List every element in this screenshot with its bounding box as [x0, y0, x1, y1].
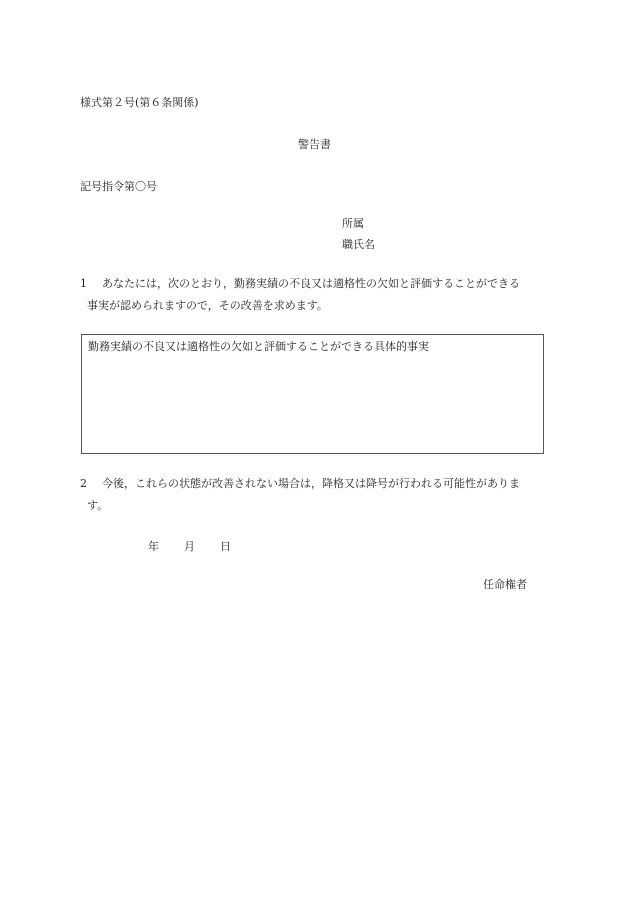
item-text-line1: 今後，これらの状態が改善されない場合は，降格又は降号が行われる可能性がありま [102, 477, 520, 490]
date-month: 月 [184, 540, 195, 553]
item-text-line1: あなたには，次のとおり，勤務実績の不良又は適格性の欠如と評価することができる [102, 277, 520, 290]
reference-number: 記号指令第〇号 [80, 180, 157, 193]
paragraph-item-1 [80, 273, 560, 317]
facts-box [81, 334, 544, 454]
facts-box-label: 勤務実績の不良又は適格性の欠如と評価することができる具体的事実 [88, 340, 429, 353]
date-year: 年 [148, 540, 159, 553]
recipient-affiliation: 所属 [342, 217, 364, 230]
issuer: 任命権者 [483, 578, 527, 591]
item-number: 2 [80, 477, 87, 490]
paragraph-item-2 [80, 473, 560, 517]
item-text-line2: す。 [87, 499, 109, 512]
item-number: 1 [80, 277, 87, 290]
date-day: 日 [220, 540, 231, 553]
item-text-line2: 事実が認められますので，その改善を求めます。 [87, 299, 328, 312]
recipient-position-name: 職氏名 [342, 238, 375, 251]
document-title: 警告書 [298, 138, 331, 151]
form-number: 様式第２号(第６条関係) [80, 96, 199, 109]
